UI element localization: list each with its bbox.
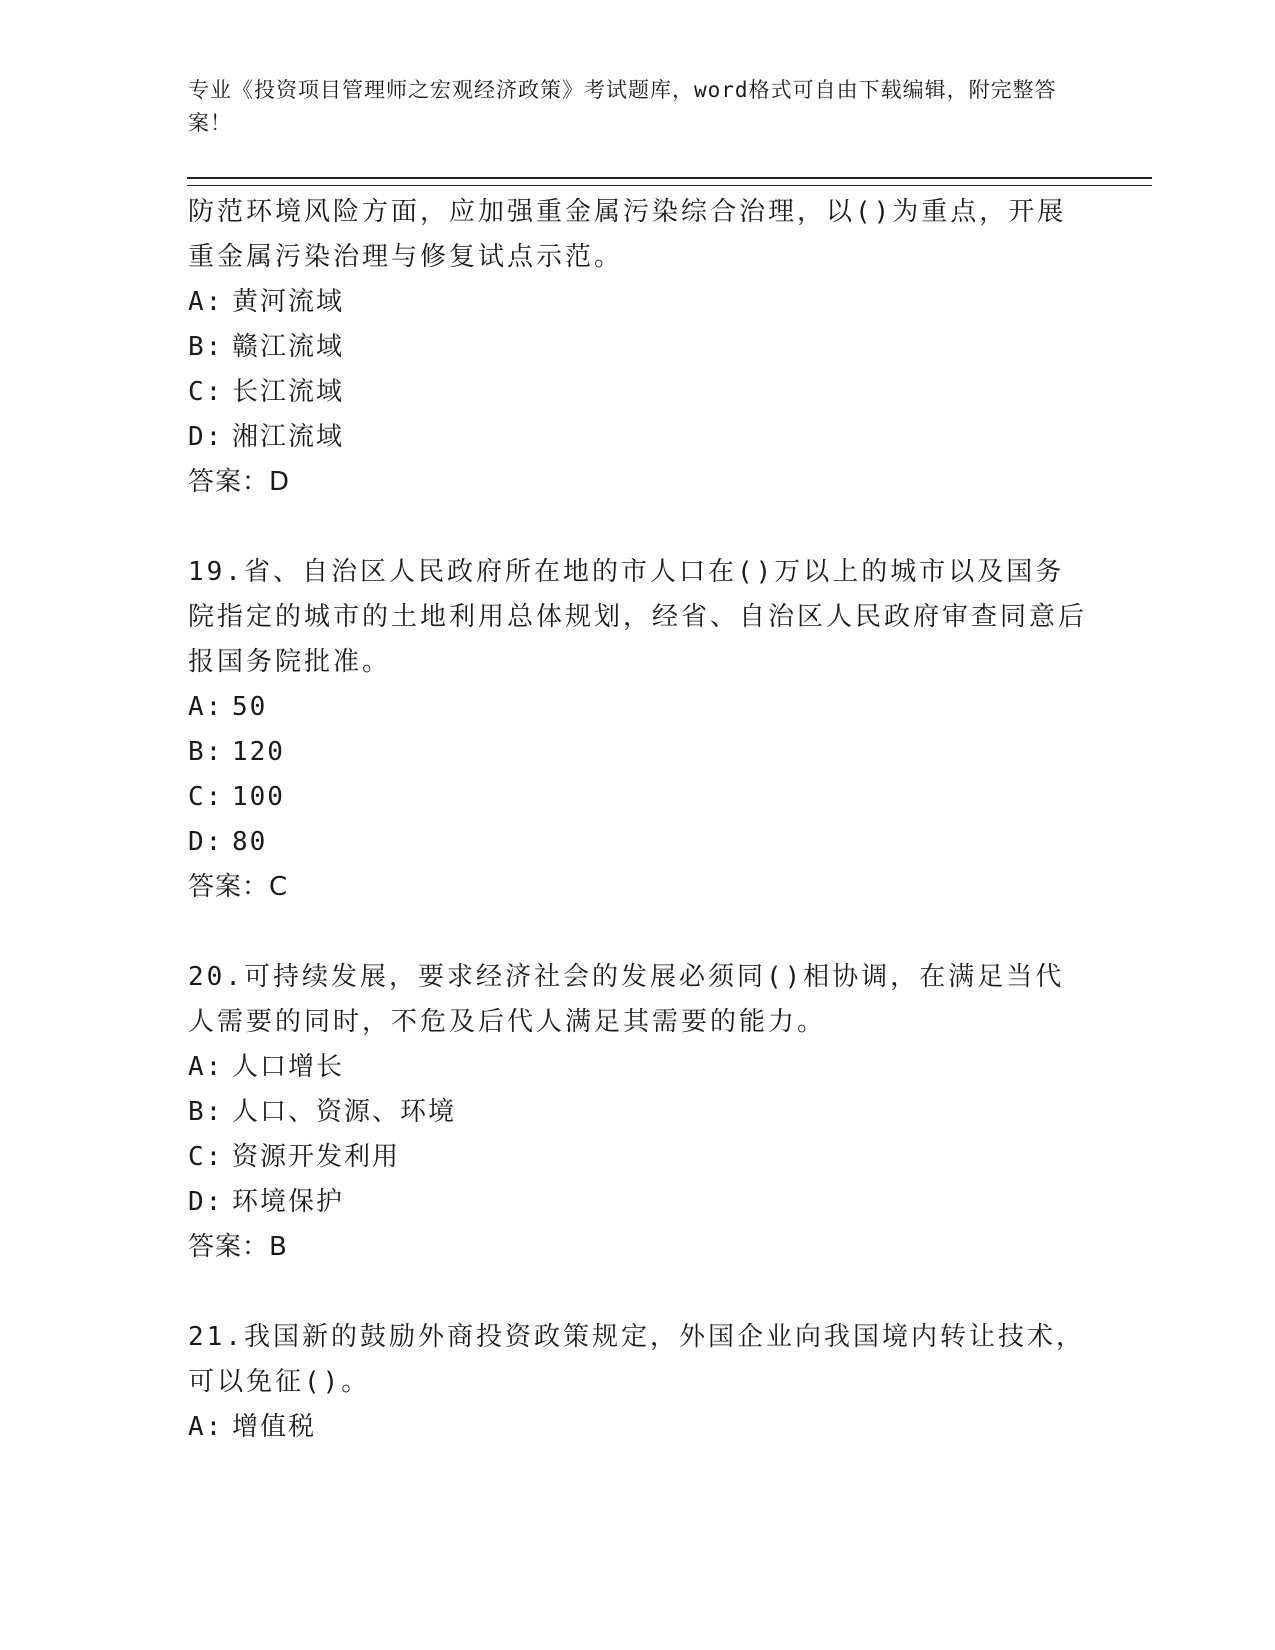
option-text: 长江流域 (232, 377, 345, 407)
option-letter: D: (188, 422, 224, 452)
option-letter: A: (188, 692, 224, 722)
question-stem: 省、自治区人民政府所在地的市人口在()万以上的城市以及国务院指定的城市的土地利用总体规划，经省、自治区人民政府审查同意后报国务院批准。 (188, 557, 1088, 677)
question-stem: 我国新的鼓励外商投资政策规定，外国企业向我国境内转让技术，可以免征()。 (188, 1322, 1085, 1397)
option-a (188, 685, 1088, 730)
option-b (188, 1090, 1088, 1135)
option-letter: B: (188, 1097, 224, 1127)
question-number: 20. (188, 962, 244, 992)
option-text: 资源开发利用 (232, 1142, 401, 1172)
option-text: 赣江流域 (232, 332, 345, 362)
question-list (188, 190, 1088, 1450)
option-b (188, 730, 1088, 775)
option-text: 人口、资源、环境 (232, 1097, 457, 1127)
option-letter: A: (188, 1052, 224, 1082)
option-letter: B: (188, 737, 224, 767)
option-d (188, 820, 1088, 865)
option-text: 50 (232, 692, 268, 722)
document-title: 专业《投资项目管理师之宏观经济政策》考试题库，word格式可自由下载编辑，附完整答案！ (188, 78, 1057, 135)
option-text: 湘江流域 (232, 422, 345, 452)
question-text (188, 955, 1088, 1045)
option-letter: D: (188, 1187, 224, 1217)
question-text (188, 1315, 1088, 1405)
question-item (188, 550, 1088, 910)
question-number: 21. (188, 1322, 244, 1352)
option-letter: C: (188, 377, 224, 407)
option-text: 增值税 (232, 1412, 317, 1442)
option-a (188, 280, 1088, 325)
question-stem: 可持续发展，要求经济社会的发展必须同()相协调，在满足当代人需要的同时，不危及后代人满足其需要的能力。 (188, 962, 1065, 1037)
option-text: 黄河流域 (232, 287, 345, 317)
option-d (188, 415, 1088, 460)
header-divider (187, 177, 1152, 186)
answer-line: 答案：C (188, 872, 289, 902)
option-text: 80 (232, 827, 268, 857)
option-c (188, 1135, 1088, 1180)
option-letter: C: (188, 782, 224, 812)
option-c (188, 775, 1088, 820)
option-text: 环境保护 (232, 1187, 345, 1217)
option-c (188, 370, 1088, 415)
option-a (188, 1045, 1088, 1090)
answer-line: 答案：D (188, 467, 291, 497)
option-text: 100 (232, 782, 285, 812)
question-item (188, 1315, 1088, 1450)
question-stem: 防范环境风险方面，应加强重金属污染综合治理，以()为重点，开展重金属污染治理与修复试点示范。 (188, 197, 1067, 272)
document-header (188, 74, 1068, 140)
option-b (188, 325, 1088, 370)
answer-line: 答案：B (188, 1232, 288, 1262)
option-text: 人口增长 (232, 1052, 345, 1082)
option-letter: A: (188, 1412, 224, 1442)
option-letter: A: (188, 287, 224, 317)
option-d (188, 1180, 1088, 1225)
question-number: 19. (188, 557, 244, 587)
option-letter: B: (188, 332, 224, 362)
question-text (188, 190, 1088, 280)
option-letter: D: (188, 827, 224, 857)
question-item (188, 955, 1088, 1270)
question-text (188, 550, 1088, 685)
option-text: 120 (232, 737, 285, 767)
question-item (188, 190, 1088, 505)
option-a (188, 1405, 1088, 1450)
option-letter: C: (188, 1142, 224, 1172)
